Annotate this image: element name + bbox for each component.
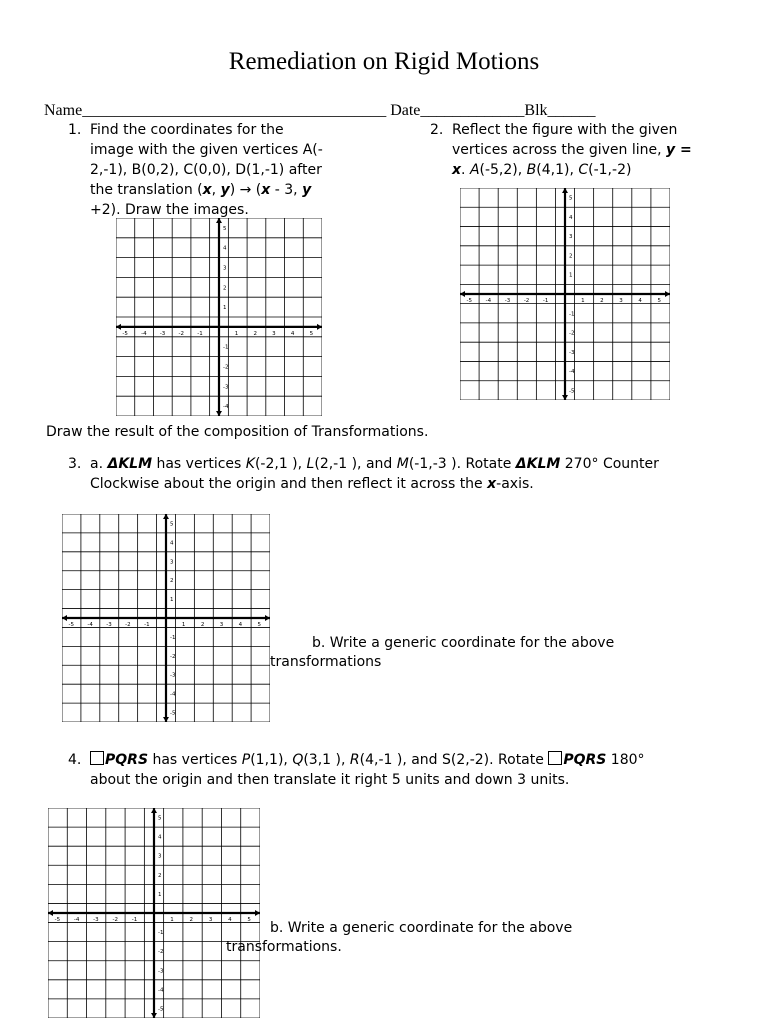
y-tick-label: -3 [158, 968, 164, 975]
y-tick-label: 5 [569, 195, 573, 202]
axis-arrow-icon [317, 324, 322, 330]
q3-line-1: a. ΔKLM has vertices K(-2,1 ), L(2,-1 ), and M(-1,-3 ). Rotate ΔKLM 270° Counter [90, 456, 659, 472]
y-tick-label: 5 [223, 225, 227, 232]
x-tick-label: -2 [523, 298, 530, 304]
axis-arrow-icon [460, 291, 465, 297]
axis-arrow-icon [163, 717, 169, 722]
composition-heading: Draw the result of the composition of Transformations. [46, 424, 429, 440]
question-3 [68, 454, 748, 494]
grid-svg [48, 808, 260, 1018]
y-tick-label: -5 [569, 388, 575, 395]
x-tick-label: -3 [159, 330, 166, 337]
x-tick-label: 3 [219, 622, 224, 628]
y-tick-label: -4 [569, 369, 575, 376]
question-1-number: 1. [68, 122, 82, 138]
x-tick-label: 5 [309, 330, 314, 337]
q2-line-1: Reflect the figure with the given [452, 122, 678, 138]
q1-line-1: Find the coordinates for the [90, 122, 284, 138]
x-tick-label: 2 [200, 622, 205, 628]
x-tick-label: -5 [466, 298, 473, 304]
q1-line-4: the translation (x, y) → (x - 3, y [90, 182, 312, 198]
y-tick-label: -4 [158, 987, 164, 994]
x-tick-label: -2 [125, 622, 131, 628]
x-tick-label: -1 [197, 330, 203, 337]
x-tick-label: 1 [581, 298, 585, 304]
axis-arrow-icon [562, 395, 568, 400]
y-tick-label: -3 [170, 672, 176, 679]
q1-line-5: +2). Draw the images. [90, 202, 249, 218]
axis-arrow-icon [255, 910, 260, 916]
name-date-blk-line [44, 102, 596, 120]
x-tick-label: 5 [257, 622, 262, 628]
y-tick-label: -3 [223, 384, 229, 391]
q3-part-b-line-1: b. Write a generic coordinate for the above [312, 635, 615, 651]
q1-line-3: 2,-1), B(0,2), C(0,0), D(1,-1) after [90, 162, 322, 178]
axis-arrow-icon [163, 514, 169, 519]
x-tick-label: -5 [68, 622, 74, 628]
x-tick-label: 2 [600, 298, 604, 304]
x-tick-label: 3 [272, 330, 276, 337]
axis-arrow-icon [265, 615, 270, 621]
square-symbol-icon [90, 751, 104, 765]
y-tick-label: 4 [223, 245, 227, 252]
x-tick-label: -5 [54, 917, 61, 923]
axis-arrow-icon [562, 188, 568, 193]
coordinate-grid-q4[interactable] [48, 808, 260, 1018]
x-tick-label: -4 [141, 330, 147, 337]
question-4 [68, 750, 758, 790]
question-1 [68, 120, 368, 220]
y-tick-label: 4 [170, 540, 174, 547]
x-tick-label: -3 [93, 917, 99, 923]
y-tick-label: -5 [158, 1006, 164, 1013]
axis-arrow-icon [216, 411, 222, 416]
x-tick-label: 1 [234, 330, 239, 337]
blk-blank[interactable]: ______ [547, 102, 596, 119]
x-tick-label: -2 [112, 917, 118, 923]
x-tick-label: -2 [178, 330, 185, 337]
y-tick-label: 2 [158, 872, 162, 879]
x-tick-label: 4 [638, 298, 642, 304]
q3-part-b-line-2: transformations [270, 654, 382, 670]
question-3-number: 3. [68, 456, 82, 472]
question-2-number: 2. [430, 122, 444, 138]
y-tick-label: -4 [223, 404, 229, 411]
x-tick-label: -5 [122, 330, 128, 337]
question-4-number: 4. [68, 752, 82, 768]
y-tick-label: 4 [569, 214, 573, 221]
name-label: Name [44, 102, 83, 119]
coordinate-grid-q1[interactable] [116, 218, 322, 416]
x-tick-label: 4 [228, 917, 232, 923]
x-tick-label: 4 [238, 622, 243, 628]
q2-line-2: vertices across the given line, y = [452, 142, 692, 158]
date-blank[interactable]: _____________ [420, 102, 525, 119]
axis-arrow-icon [62, 615, 67, 621]
square-symbol-icon [548, 751, 562, 765]
q4-part-b-line-1: b. Write a generic coordinate for the above [270, 920, 573, 936]
y-tick-label: 5 [158, 815, 162, 822]
x-tick-label: -1 [144, 622, 150, 628]
x-tick-label: -4 [485, 298, 492, 304]
y-tick-label: 2 [223, 285, 227, 292]
q2-line-3: x. A(-5,2), B(4,1), C(-1,-2) [452, 162, 632, 178]
x-tick-label: -3 [106, 622, 112, 628]
y-tick-label: -1 [158, 930, 164, 937]
x-tick-label: -4 [73, 917, 80, 923]
grid-svg [62, 514, 270, 722]
y-tick-label: -5 [170, 710, 176, 717]
name-blank[interactable]: ______________________________________ [82, 102, 387, 119]
x-tick-label: -1 [542, 298, 549, 304]
axis-arrow-icon [151, 1013, 157, 1018]
axis-arrow-icon [665, 291, 670, 297]
x-tick-label: 5 [657, 298, 661, 304]
axis-arrow-icon [48, 910, 53, 916]
x-tick-label: -1 [131, 917, 138, 923]
y-tick-label: -2 [223, 364, 229, 371]
x-tick-label: -3 [504, 298, 511, 304]
date-label: Date [390, 102, 421, 119]
x-tick-label: 2 [253, 330, 257, 337]
y-tick-label: -2 [569, 330, 575, 337]
y-tick-label: -2 [170, 653, 176, 660]
y-tick-label: -3 [569, 349, 575, 356]
y-tick-label: -4 [170, 691, 176, 698]
y-tick-label: -1 [569, 311, 575, 318]
x-tick-label: 1 [181, 622, 186, 628]
q4-line-1: PQRS has vertices P(1,1), Q(3,1 ), R(4,-1 ), and S(2,-2). Rotate PQRS 180° [90, 750, 758, 770]
y-tick-label: 4 [158, 834, 162, 841]
y-tick-label: 1 [158, 891, 162, 898]
y-tick-label: -1 [223, 344, 229, 351]
question-2 [430, 120, 730, 180]
q1-line-2: image with the given vertices A(- [90, 142, 323, 158]
y-tick-label: 1 [170, 597, 174, 604]
q3-line-2: Clockwise about the origin and then reflect it across the x-axis. [90, 476, 534, 492]
grid-svg [460, 188, 670, 400]
x-tick-label: 2 [189, 917, 194, 923]
q4-line-2: about the origin and then translate it right 5 units and down 3 units. [90, 772, 570, 788]
y-tick-label: -2 [158, 949, 164, 956]
y-tick-label: 3 [569, 234, 573, 241]
x-tick-label: 3 [619, 298, 623, 304]
y-tick-label: 5 [170, 521, 174, 528]
y-tick-label: 3 [170, 559, 174, 566]
x-tick-label: 3 [208, 917, 213, 923]
y-tick-label: 1 [569, 272, 573, 279]
x-tick-label: 4 [290, 330, 295, 337]
x-tick-label: -4 [87, 622, 93, 628]
x-tick-label: 1 [170, 917, 174, 923]
y-tick-label: 3 [158, 853, 162, 860]
y-tick-label: 1 [223, 305, 227, 312]
coordinate-grid-q2[interactable] [460, 188, 670, 400]
blk-label: Blk [524, 102, 548, 119]
grid-svg [116, 218, 322, 416]
axis-arrow-icon [216, 218, 222, 223]
coordinate-grid-q3[interactable] [62, 514, 270, 722]
y-tick-label: 2 [170, 578, 174, 585]
x-tick-label: 5 [247, 917, 251, 923]
y-tick-label: -1 [170, 634, 176, 641]
axis-arrow-icon [116, 324, 121, 330]
page-title: Remediation on Rigid Motions [228, 48, 540, 75]
y-tick-label: 2 [569, 253, 573, 260]
q4-part-b-line-2: transformations. [226, 939, 342, 955]
axis-arrow-icon [151, 808, 157, 813]
y-tick-label: 3 [223, 265, 227, 272]
